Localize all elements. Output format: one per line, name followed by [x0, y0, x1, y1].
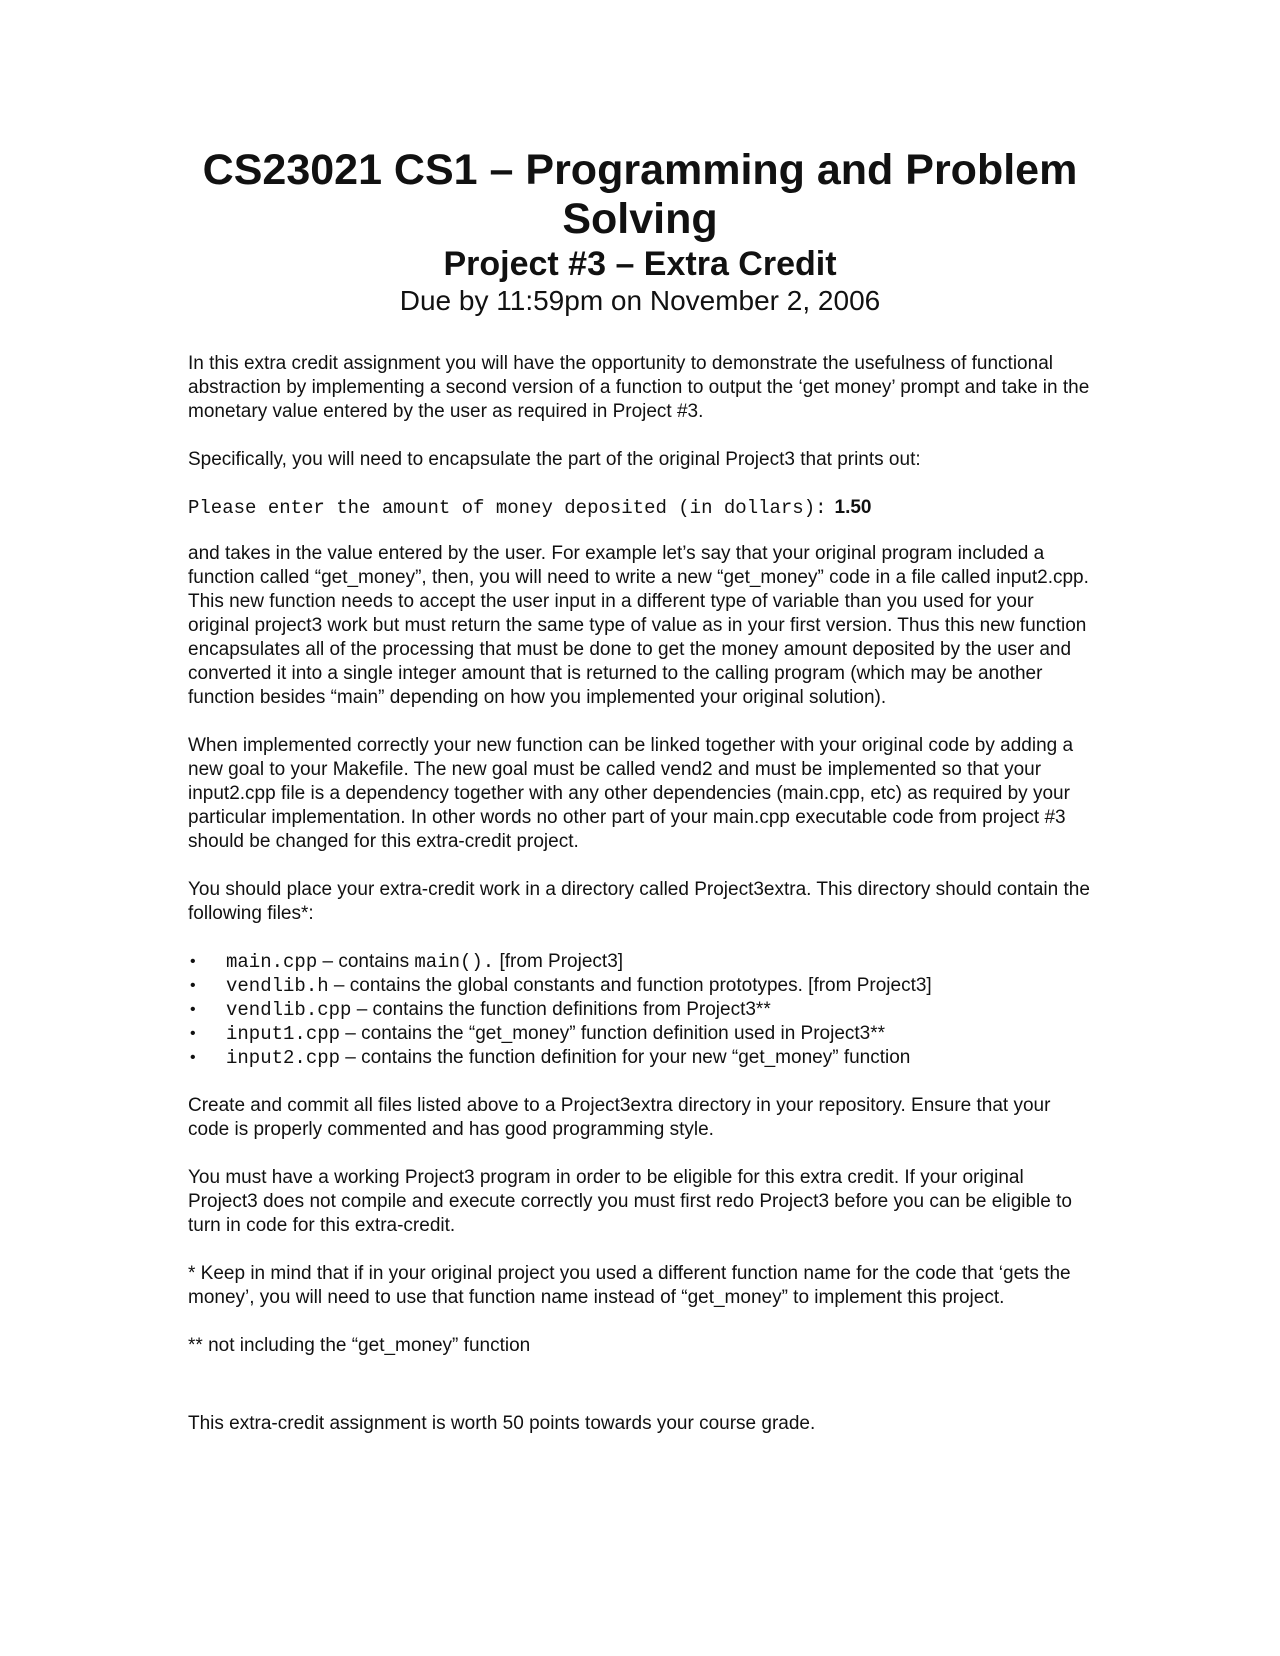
footnote-double-star: ** not including the “get_money” function	[188, 1335, 531, 1356]
file-name: main.cpp	[226, 951, 318, 973]
specifically-paragraph: Specifically, you will need to encapsulate the part of the original Project3 that prints out:	[188, 449, 921, 470]
prompt-value: 1.50	[834, 497, 872, 518]
file-description: – contains the function definition for your new “get_money” function	[340, 1047, 911, 1068]
file-list-item	[188, 998, 1094, 1022]
prompt-text: Please enter the amount of money deposited (in dollars):	[188, 497, 827, 519]
file-name: vendlib.h	[226, 975, 329, 997]
prompt-example	[188, 496, 1094, 520]
footnote-single-star: * Keep in mind that if in your original project you used a different function name for the code that ‘gets the money’, you will need to use that function name instead of “get_money” to implement this project.	[188, 1263, 1071, 1308]
working-paragraph: You must have a working Project3 program in order to be eligible for this extra credit. If your original Project3 does not compile and execute correctly you must first redo Project3 before you can be eligible to turn in code for this extra-credit.	[188, 1167, 1072, 1236]
document-title: CS23021 CS1 – Programming and Problem Solving	[202, 146, 1078, 243]
makefile-paragraph: When implemented correctly your new function can be linked together with your original code by adding a new goal to your Makefile. The new goal must be called vend2 and must be implemented so that your input2.cpp file is a dependency together with any other dependencies (main.cpp, etc) as required by your particular implementation. In other words no other part of your main.cpp executable code from project #3 should be changed for this extra-credit project.	[188, 735, 1074, 852]
file-code: main().	[414, 951, 495, 973]
file-name: input1.cpp	[226, 1023, 341, 1045]
file-name: input2.cpp	[226, 1047, 341, 1069]
file-list-item	[188, 1046, 1094, 1070]
file-description: – contains the global constants and function prototypes. [from Project3]	[328, 975, 932, 996]
bullet-icon: •	[190, 1025, 196, 1042]
points-paragraph: This extra-credit assignment is worth 50 points towards your course grade.	[188, 1413, 816, 1434]
file-list-item	[188, 974, 1094, 998]
bullet-icon: •	[190, 977, 196, 994]
file-list-item	[188, 950, 1094, 974]
document-subtitle: Project #3 – Extra Credit	[443, 245, 837, 283]
due-date: Due by 11:59pm on November 2, 2006	[399, 285, 881, 316]
bullet-icon: •	[190, 953, 196, 970]
file-list-item	[188, 1022, 1094, 1046]
file-description: – contains the “get_money” function definition used in Project3**	[340, 1023, 886, 1044]
directory-paragraph: You should place your extra-credit work in a directory called Project3extra. This directory should contain the following files*:	[188, 879, 1090, 924]
commit-paragraph: Create and commit all files listed above to a Project3extra directory in your repository. Ensure that your code is properly commented and has good programming style.	[188, 1095, 1051, 1140]
file-description: – contains the function definitions from Project3**	[351, 999, 771, 1020]
bullet-icon: •	[190, 1001, 196, 1018]
file-list	[188, 950, 1094, 1070]
document-body	[188, 352, 1094, 1460]
file-name: vendlib.cpp	[226, 999, 352, 1021]
file-description-tail: [from Project3]	[494, 951, 624, 972]
bullet-icon: •	[190, 1049, 196, 1066]
example-paragraph: and takes in the value entered by the user. For example let’s say that your original program included a function called “get_money”, then, you will need to write a new “get_money” code in a file called input2.cpp. This new function needs to accept the user input in a different type of variable than you used for your original project3 work but must return the same type of value as in your first version. Thus this new function encapsulates all of the processing that must be done to get the money amount deposited by the user and converted it into a single integer amount that is returned to the calling program (which may be another function besides “main” depending on how you implemented your original solution).	[188, 543, 1089, 708]
intro-paragraph: In this extra credit assignment you will have the opportunity to demonstrate the usefulness of functional abstraction by implementing a second version of a function to output the ‘get money’ prompt and take in the monetary value entered by the user as required in Project #3.	[188, 353, 1090, 422]
file-description: – contains	[317, 951, 415, 972]
